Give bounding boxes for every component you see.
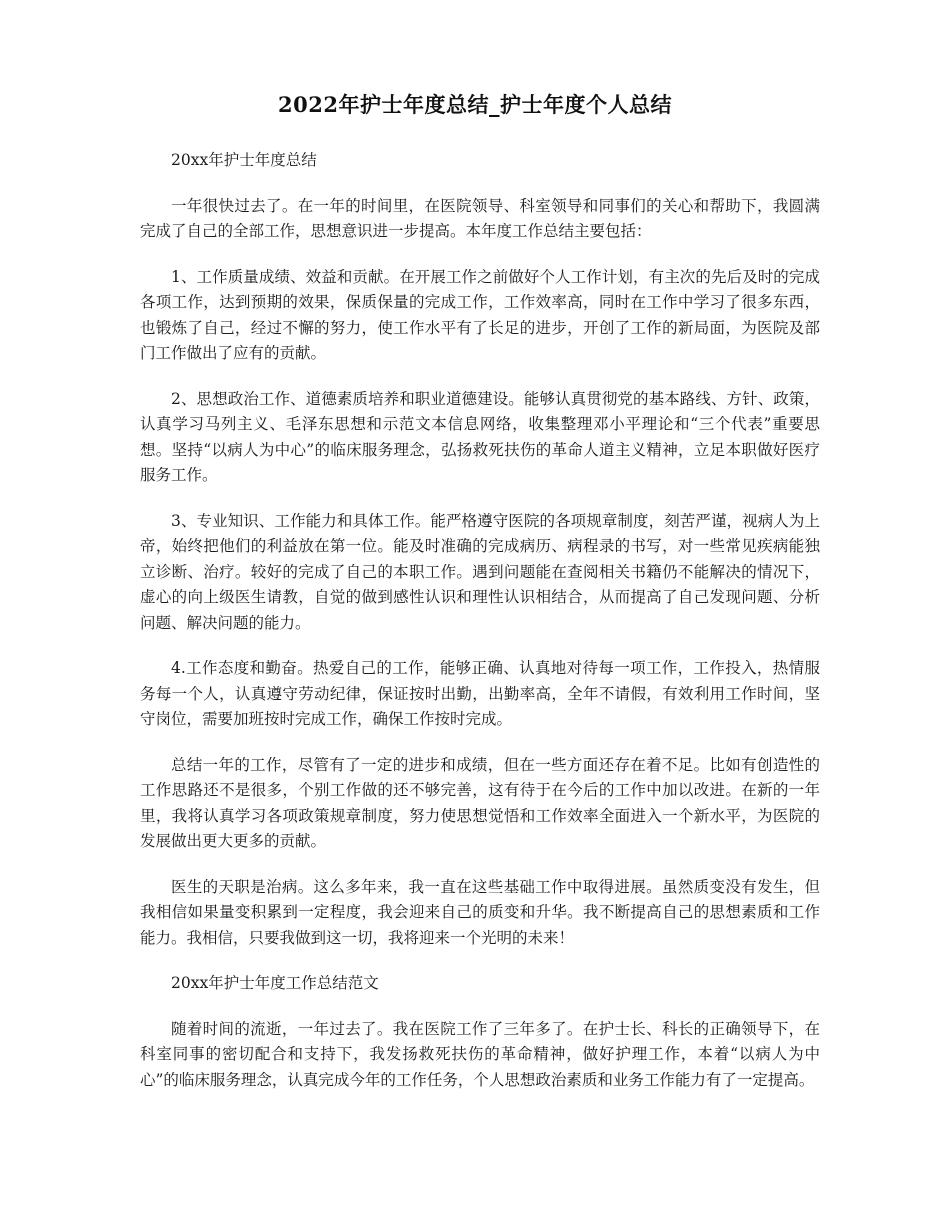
paragraph: 医生的天职是治病。这么多年来，我一直在这些基础工作中取得进展。虽然质变没有发生，但我相信如果量变积累到一定程度，我会迎来自己的质变和升华。我不断提高自己的思想素质和工作能力。我相信，只要我做到这一切，我将迎来一个光明的未来！ [140, 877, 820, 947]
paragraph: 总结一年的工作，尽管有了一定的进步和成绩，但在一些方面还存在着不足。比如有创造性的工作思路还不是很多，个别工作做的还不够完善，这有待于在今后的工作中加以改进。在新的一年里，我将认真学习各项政策规章制度，努力使思想觉悟和工作效率全面进入一个新水平，为医院的发展做出更大更多的贡献。 [140, 755, 820, 850]
paragraph: 一年很快过去了。在一年的时间里，在医院领导、科室领导和同事们的关心和帮助下，我圆满完成了自己的全部工作，思想意识进一步提高。本年度工作总结主要包括： [140, 196, 820, 240]
paragraph: 3、专业知识、工作能力和具体工作。能严格遵守医院的各项规章制度，刻苦严谨，视病人为上帝，始终把他们的利益放在第一位。能及时准确的完成病历、病程录的书写，对一些常见疾病能独立诊断、治疗。较好的完成了自己的本职工作。遇到问题能在查阅相关书籍仍不能解决的情况下，虚心的向上级医生请教，自觉的做到感性认识和理性认识相结合，从而提高了自己发现问题、分析问题、解决问题的能力。 [140, 511, 820, 632]
paragraph: 4.工作态度和勤奋。热爱自己的工作，能够正确、认真地对待每一项工作，工作投入，热情服务每一个人，认真遵守劳动纪律，保证按时出勤，出勤率高，全年不请假，有效利用工作时间，坚守岗位，需要加班按时完成工作，确保工作按时完成。 [140, 659, 820, 728]
paragraph: 随着时间的流逝，一年过去了。我在医院工作了三年多了。在护士长、科长的正确领导下，在科室同事的密切配合和支持下，我发扬救死扶伤的革命精神，做好护理工作，本着“以病人为中心”的临床服务理念，认真完成今年的工作任务，个人思想政治素质和业务工作能力有了一定提高。 [140, 1019, 820, 1089]
document-title: 2022年护士年度总结_护士年度个人总结 [278, 92, 672, 117]
section-heading: 20xx年护士年度总结 [171, 151, 317, 169]
document-body [140, 148, 820, 1113]
paragraph: 2、思想政治工作、道德素质培养和职业道德建设。能够认真贯彻党的基本路线、方针、政策，认真学习马列主义、毛泽东思想和示范文本信息网络，收集整理邓小平理论和“三个代表”重要思想。坚持“以病人为中心”的临床服务理念，弘扬救死扶伤的革命人道主义精神，立足本职做好医疗服务工作。 [140, 389, 820, 484]
section-heading: 20xx年护士年度工作总结范文 [171, 974, 379, 992]
paragraph: 1、工作质量成绩、效益和贡献。在开展工作之前做好个人工作计划，有主次的先后及时的完成各项工作，达到预期的效果，保质保量的完成工作，工作效率高，同时在工作中学习了很多东西，也锻炼了自己，经过不懈的努力，使工作水平有了长足的进步，开创了工作的新局面，为医院及部门工作做出了应有的贡献。 [140, 267, 820, 362]
